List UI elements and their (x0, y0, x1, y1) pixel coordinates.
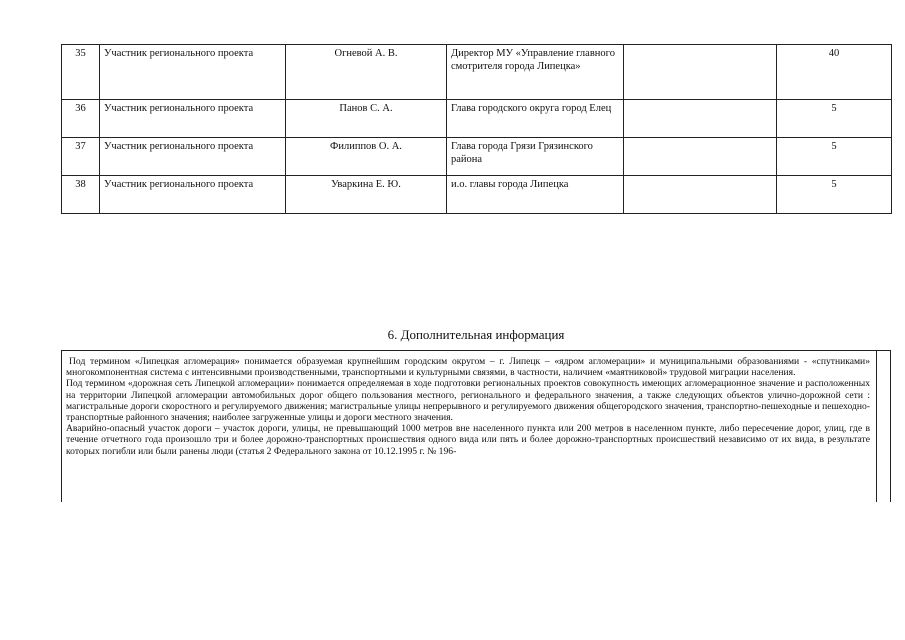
value-cell: 5 (777, 176, 892, 214)
row-number: 36 (62, 100, 100, 138)
position-cell: Глава городского округа город Елец (447, 100, 624, 138)
value-cell: 5 (777, 138, 892, 176)
row-number: 37 (62, 138, 100, 176)
role-cell: Участник регионального проекта (100, 100, 286, 138)
section-title: 6. Дополнительная информация (387, 327, 565, 342)
empty-cell (624, 45, 777, 100)
value-cell: 40 (777, 45, 892, 100)
row-number: 35 (62, 45, 100, 100)
name-cell: Панов С. А. (286, 100, 447, 138)
position-cell: и.о. главы города Липецка (447, 176, 624, 214)
table-row (62, 45, 892, 100)
info-paragraph-dangerous-section: Аварийно-опасный участок дороги – участок дороги, улицы, не превышающий 1000 метров вне населенного пункта или 200 метров в населенном пункте, либо пересечение дорог, улиц, где в течение отчетного года произошло три и более дорожно-транспортных происшествия одного вида или пять и более дорожно-транспортных происшествий независимо от их вида, в результате которых погибли или были ранены люди (статья 2 Федерального закона от 10.12.1995 г. № 196- (66, 423, 870, 457)
role-cell: Участник регионального проекта (100, 138, 286, 176)
empty-cell (624, 176, 777, 214)
name-cell: Огневой А. В. (286, 45, 447, 100)
name-cell: Уваркина Е. Ю. (286, 176, 447, 214)
additional-info-box (61, 350, 891, 502)
participants-table (61, 44, 892, 214)
empty-cell (624, 100, 777, 138)
table-row (62, 138, 892, 176)
position-cell: Директор МУ «Управление главного смотрителя города Липецка» (447, 45, 624, 100)
role-cell: Участник регионального проекта (100, 45, 286, 100)
info-paragraph-agglomeration: Под термином «Липецкая агломерация» понимается образуемая крупнейшим городским округом – г. Липецк – «ядром агломерации» и муниципальными образованиями - «спутниками» многокомпонентная система с интенсивными производственными, транспортными и культурными связями, в частности, наличием «маятниковой» трудовой миграции населения. (66, 356, 870, 379)
role-cell: Участник регионального проекта (100, 176, 286, 214)
name-cell: Филиппов О. А. (286, 138, 447, 176)
info-paragraph-road-network: Под термином «дорожная сеть Липецкой агломерации» понимается определяемая в ходе подготовки региональных проектов совокупность имеющих агломерационное значение и расположенных на территории Липецкой агломерации автомобильных дорог общего пользования местного, регионального и федерального значения, а также следующих объектов улично-дорожной сети : магистральные дороги скоростного и регулируемого движения; магистральные улицы непрерывного и регулируемого движения общегородского значения, транспортно-пешеходные и пешеходно-транспортные районного значения; наиболее загруженные улицы и дороги местного значения. (66, 378, 870, 424)
additional-info-text (62, 351, 877, 502)
value-cell: 5 (777, 100, 892, 138)
table-row (62, 176, 892, 214)
empty-cell (624, 138, 777, 176)
position-cell: Глава города Грязи Грязинского района (447, 138, 624, 176)
row-number: 38 (62, 176, 100, 214)
table-row (62, 100, 892, 138)
